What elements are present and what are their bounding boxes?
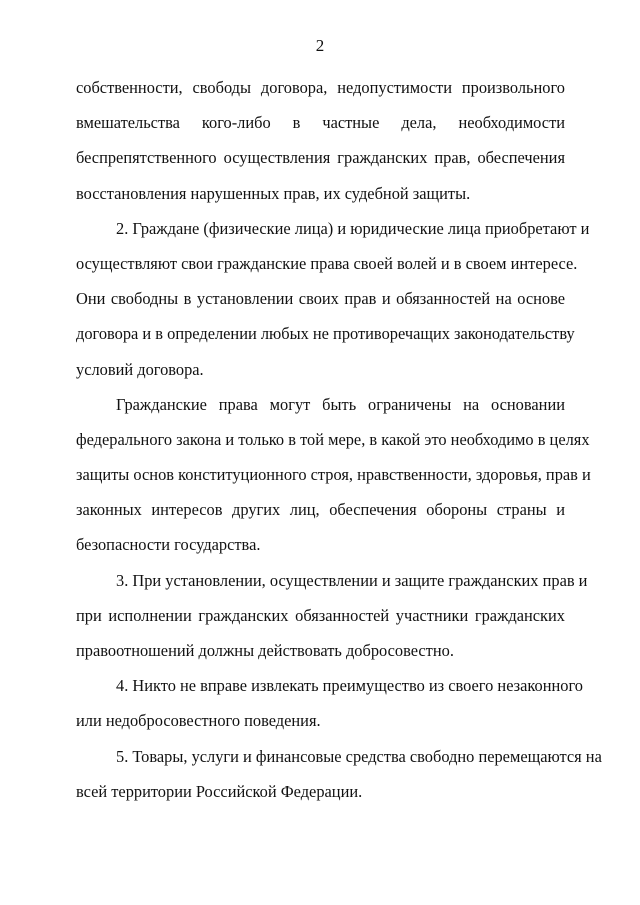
text-line: безопасности государства. (76, 535, 261, 555)
paragraph (76, 211, 590, 387)
paragraph (76, 387, 591, 563)
text-line: при исполнении гражданских обязанностей участники гражданских (76, 605, 565, 625)
text-line: защиты основ конституционного строя, нравственности, здоровья, прав и (76, 465, 591, 485)
paragraph (76, 668, 583, 738)
text-line: 2. Граждане (физические лица) и юридические лица приобретают и (116, 218, 590, 238)
page-number: 2 (315, 36, 325, 55)
text-line: правоотношений должны действовать добросовестно. (76, 641, 454, 660)
paragraph (76, 563, 588, 669)
text-line: федерального закона и только в той мере, в какой это необходимо в целях (76, 429, 590, 449)
text-line: Гражданские права могут быть ограничены на основании (116, 394, 565, 414)
text-line: беспрепятственного осуществления гражданских прав, обеспечения (76, 148, 565, 168)
text-line: собственности, свободы договора, недопустимости произвольного (76, 78, 565, 97)
text-line: законных интересов других лиц, обеспечения обороны страны и (76, 500, 565, 520)
text-line: всей территории Российской Федерации. (76, 781, 363, 801)
text-line: 3. При установлении, осуществлении и защите гражданских прав и (116, 570, 588, 590)
text-line: восстановления нарушенных прав, их судебной защиты. (76, 183, 471, 203)
text-line: Они свободны в установлении своих прав и обязанностей на основе (76, 289, 565, 309)
text-line: осуществляют свои гражданские права своей волей и в своем интересе. (76, 253, 578, 273)
text-line: 4. Никто не вправе извлекать преимущество из своего незаконного (116, 676, 583, 696)
text-line: условий договора. (76, 359, 204, 379)
paragraph (76, 70, 565, 211)
text-line: 5. Товары, услуги и финансовые средства свободно перемещаются на (116, 746, 602, 766)
paragraph (76, 739, 602, 809)
text-line: вмешательства кого-либо в частные дела, необходимости (76, 113, 565, 133)
document-body (76, 70, 602, 809)
text-line: или недобросовестного поведения. (76, 711, 321, 731)
text-line: договора и в определении любых не противоречащих законодательству (76, 324, 575, 344)
